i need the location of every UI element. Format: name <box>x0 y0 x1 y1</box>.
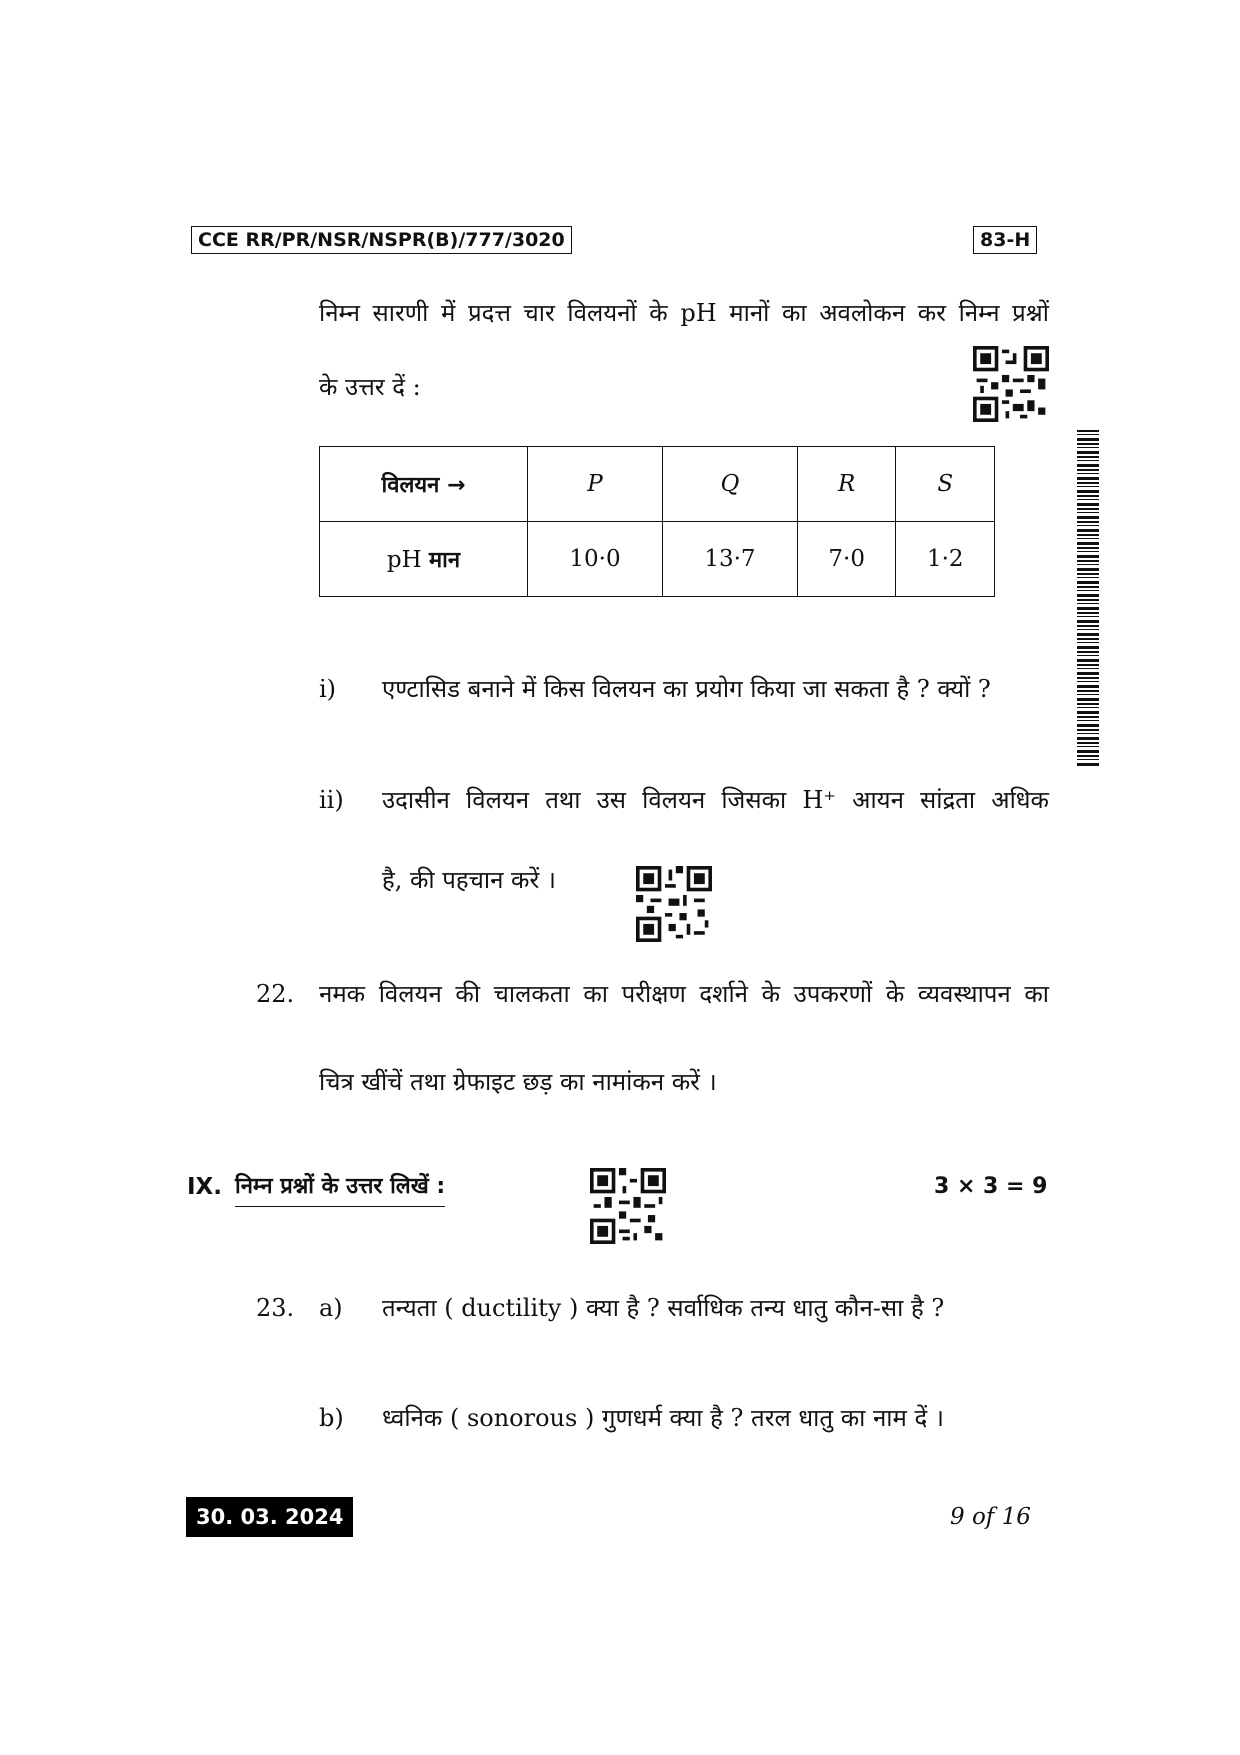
page-number: 9 of 16 <box>950 1504 1031 1530</box>
solution-q: Q <box>662 447 797 522</box>
section-title: निम्न प्रश्नों के उत्तर लिखें : <box>235 1172 445 1207</box>
ph-value-r: 7·0 <box>797 522 896 597</box>
ph-value-q: 13·7 <box>662 522 797 597</box>
ph-value-s: 1·2 <box>896 522 995 597</box>
qr-code-icon <box>973 346 1049 422</box>
solution-s: S <box>896 447 995 522</box>
q22-number: 22. <box>256 980 295 1008</box>
solution-r: R <box>797 447 896 522</box>
q23-b-number: b) <box>319 1404 344 1432</box>
q22-line-2: चित्र खींचें तथा ग्रेफाइट छड़ का नामांकन करें । <box>319 1068 717 1096</box>
paper-code: 83-H <box>973 226 1037 254</box>
qr-code-icon <box>590 1168 666 1244</box>
intro-line-2: के उत्तर दें : <box>319 373 421 401</box>
q21-i-text: एण्टासिड बनाने में किस विलयन का प्रयोग किया जा सकता है ? क्यों ? <box>382 675 991 703</box>
intro-line-1: निम्न सारणी में प्रदत्त चार विलयनों के pH मानों का अवलोकन कर निम्न प्रश्नों <box>319 299 1049 327</box>
q21-i-number: i) <box>319 675 337 703</box>
ph-value-p: 10·0 <box>528 522 663 597</box>
q23-number: 23. <box>256 1294 295 1322</box>
ph-table <box>319 446 995 597</box>
exam-code: CCE RR/PR/NSR/NSPR(B)/777/3020 <box>191 226 572 254</box>
section-label: IX. <box>187 1174 223 1200</box>
q22-line-1: नमक विलयन की चालकता का परीक्षण दर्शाने के उपकरणों के व्यवस्थापन का <box>319 980 1049 1008</box>
table-header-ph: pH मान <box>320 522 528 597</box>
q23-a-number: a) <box>319 1294 343 1322</box>
table-header-solution: विलयन → <box>320 447 528 522</box>
section-marks: 3 × 3 = 9 <box>934 1174 1048 1199</box>
barcode-icon <box>1077 430 1099 766</box>
q23-b-text: ध्वनिक ( sonorous ) गुणधर्म क्या है ? तरल धातु का नाम दें । <box>382 1404 944 1432</box>
q23-a-text: तन्यता ( ductility ) क्या है ? सर्वाधिक तन्य धातु कौन-सा है ? <box>382 1294 945 1322</box>
exam-date: 30. 03. 2024 <box>186 1497 353 1537</box>
qr-code-icon <box>636 866 712 942</box>
q21-ii-text-1: उदासीन विलयन तथा उस विलयन जिसका H⁺ आयन सांद्रता अधिक <box>382 786 1049 814</box>
q21-ii-text-2: है, की पहचान करें । <box>382 866 557 894</box>
solution-p: P <box>528 447 663 522</box>
q21-ii-number: ii) <box>319 786 344 814</box>
